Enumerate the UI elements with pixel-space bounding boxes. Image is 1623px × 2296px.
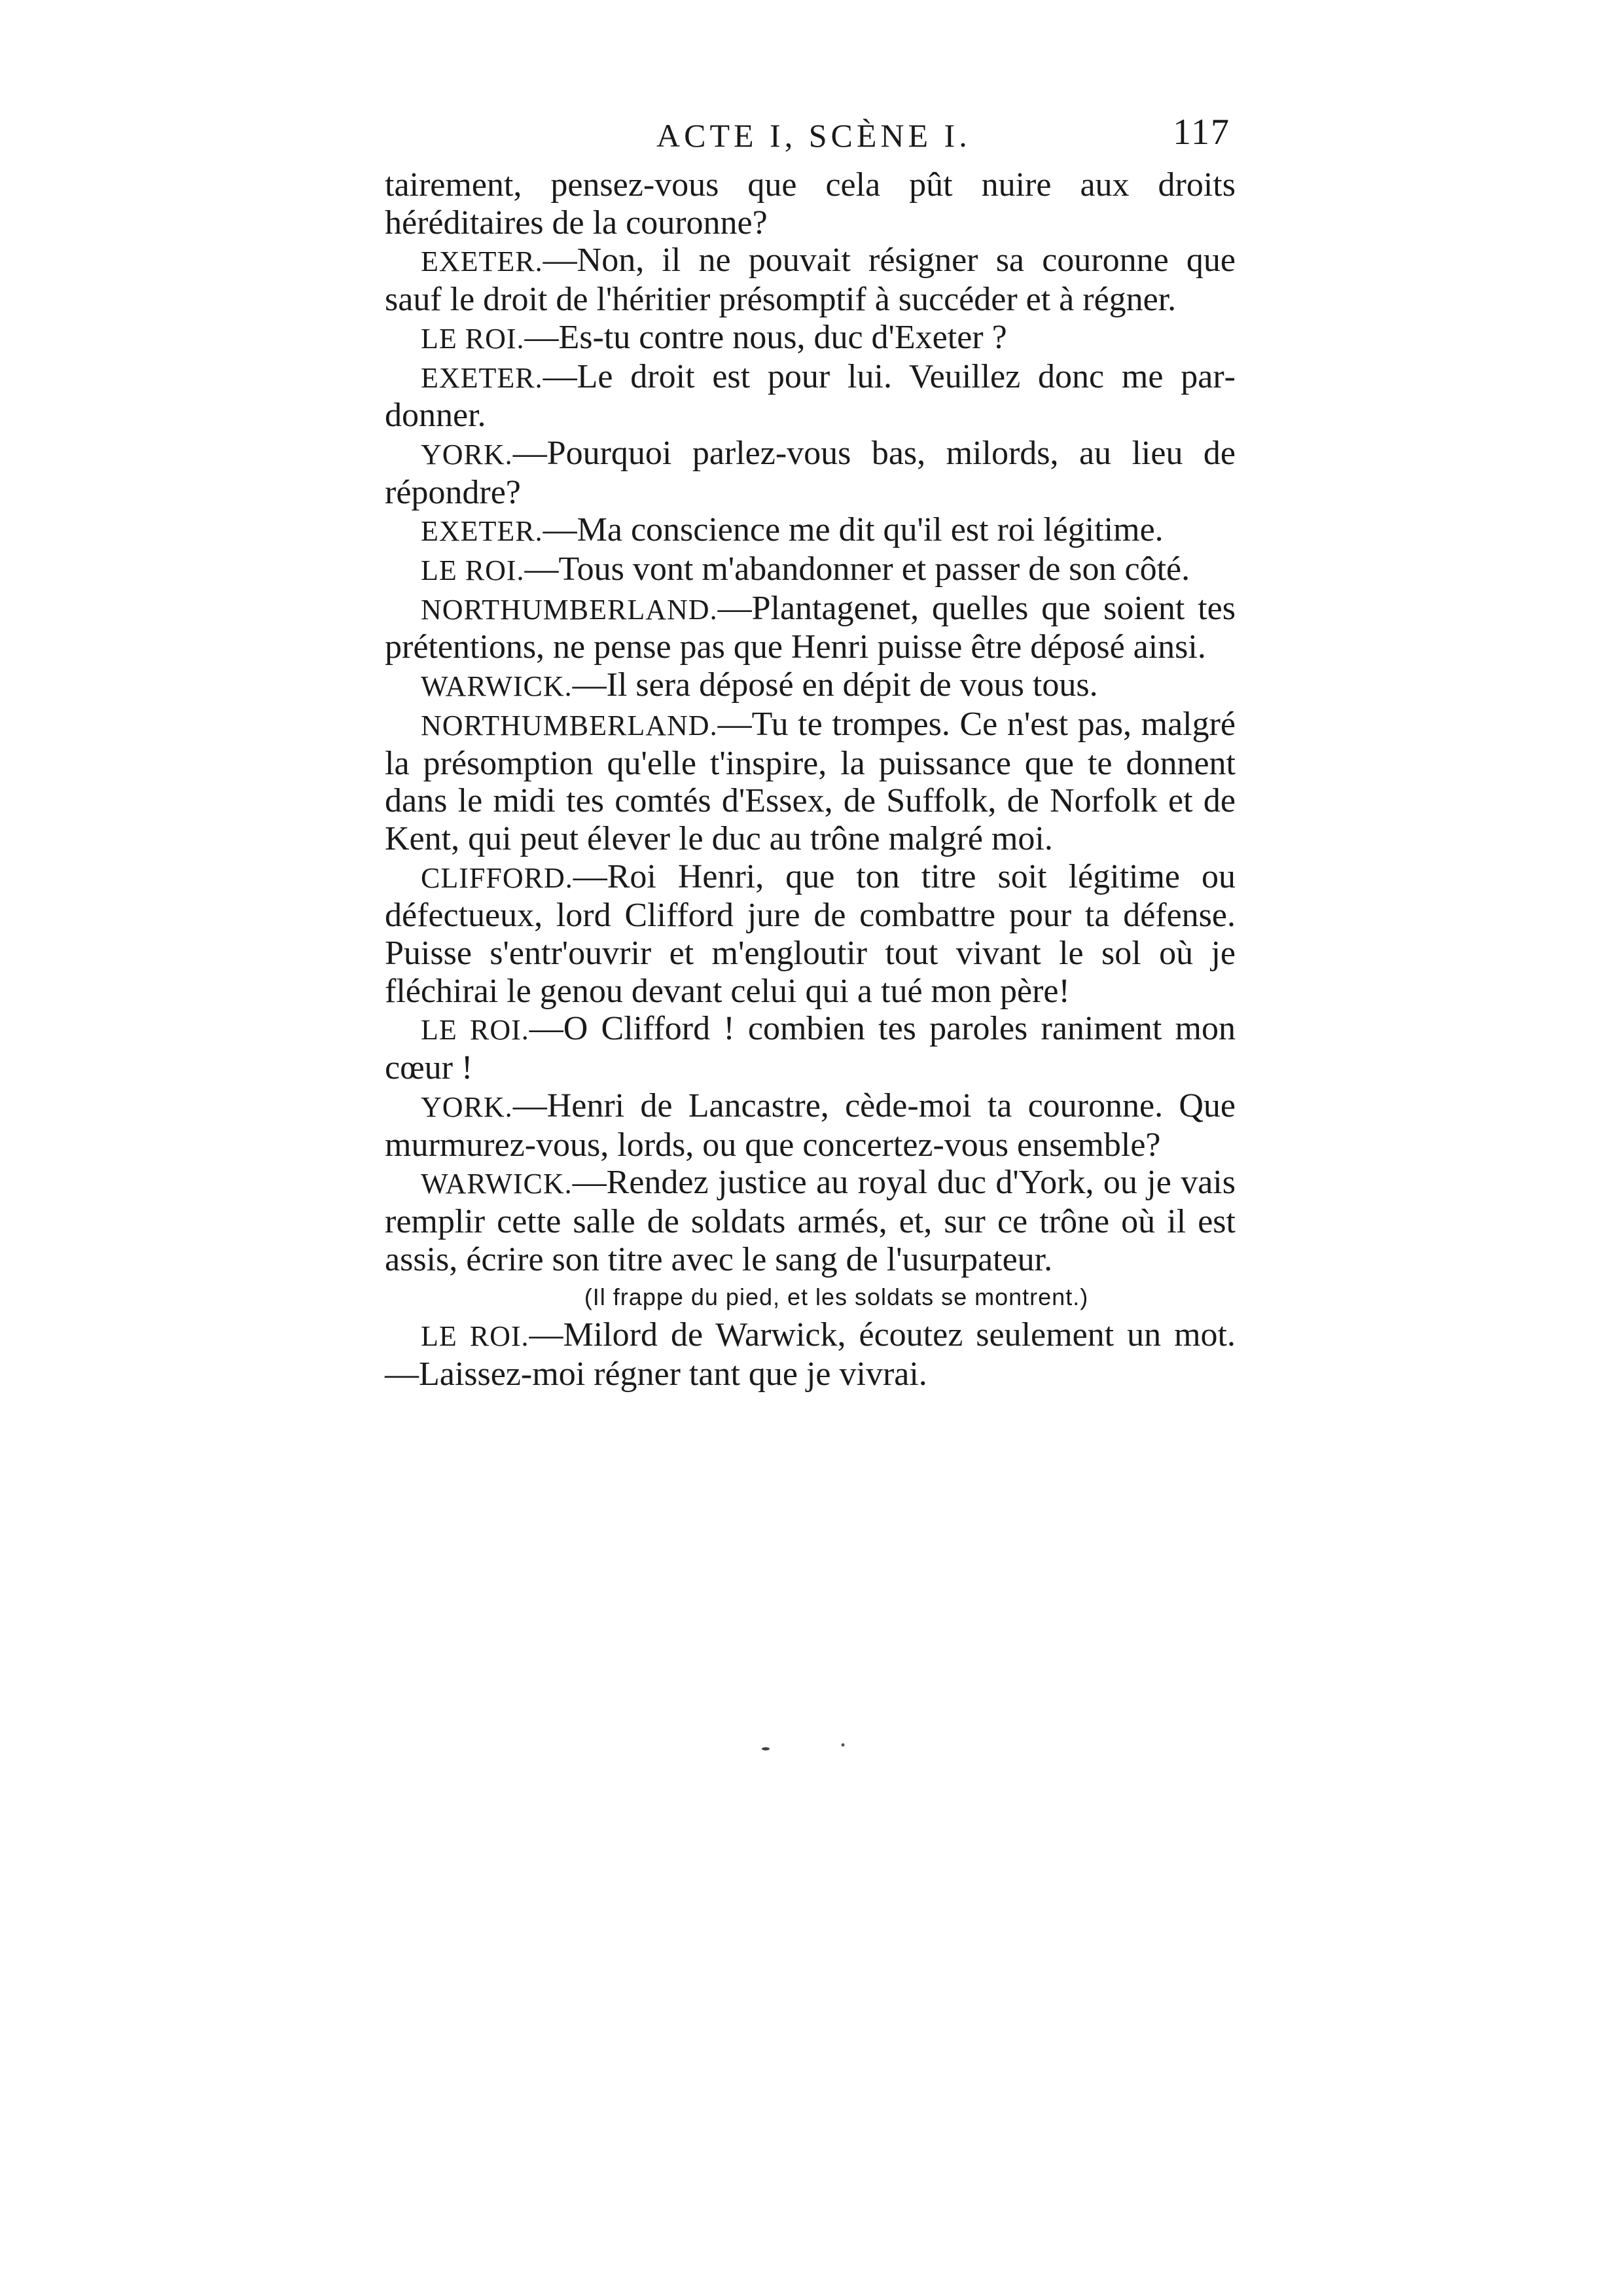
speech-northumberland-2: [385, 706, 1236, 858]
speaker-name: EXETER.: [421, 361, 543, 394]
speech-text: —Rendez justice au royal duc d'York, ou je vais remplir cette salle de soldats armés, et, sur ce trône où il est assis, écrire son titre avec le sang de l'usurpateur.: [385, 1164, 1236, 1278]
speech-text: —O Clifford ! combien tes paroles raniment mon cœur !: [385, 1010, 1236, 1087]
speaker-name: YORK.: [421, 1090, 513, 1123]
speech-exeter-2: [385, 358, 1236, 435]
speech-le-roi-3: [385, 1010, 1236, 1086]
speech-exeter-3: [385, 511, 1236, 550]
print-specks: [759, 1741, 864, 1754]
speech-le-roi-1: [385, 319, 1236, 358]
running-title: ACTE I, SCÈNE I.: [656, 117, 971, 154]
speaker-name: CLIFFORD.: [421, 861, 573, 894]
speaker-name: LE ROI.: [421, 322, 525, 355]
speaker-name: NORTHUMBERLAND.: [421, 709, 718, 742]
speech-text: —Non, il ne pouvait résigner sa couronne que sauf le droit de l'héritier présomptif à succéder et à régner.: [385, 242, 1236, 319]
speech-text: —Henri de Lancastre, cède-moi ta couronne. Que murmurez-vous, lords, ou que concertez-vous ensemble?: [385, 1086, 1236, 1164]
speech-text: —Es-tu contre nous, duc d'Exeter ?: [524, 318, 1007, 356]
speech-clifford-1: [385, 858, 1236, 1011]
speaker-name: YORK.: [421, 438, 513, 471]
speaker-name: EXETER.: [421, 245, 543, 278]
ink-speck: [762, 1748, 770, 1751]
speech-le-roi-2: [385, 550, 1236, 590]
book-page: [385, 111, 1236, 1393]
ink-speck: [842, 1744, 845, 1747]
continuation-paragraph: tairement, pensez-vous que cela pût nuire aux droits héréditaires de la couronne?: [385, 166, 1236, 242]
speech-text: —Pourquoi parlez-vous bas, milords, au lieu de répondre?: [385, 434, 1236, 511]
speaker-name: LE ROI.: [421, 1320, 529, 1353]
running-head: [385, 111, 1236, 166]
speech-le-roi-final: [385, 1316, 1236, 1393]
speech-text: —Le droit est pour lui. Veuillez donc me pardonner.: [385, 357, 1236, 435]
speech-text: —Il sera déposé en dépit de vous tous.: [572, 666, 1098, 704]
stage-direction: (Il frappe du pied, et les soldats se montrent.): [584, 1283, 1089, 1311]
speech-text: —Plantagenet, quelles que soient tes prétentions, ne pense pas que Henri puisse être déposé ainsi.: [385, 589, 1236, 666]
speech-york-2: [385, 1087, 1236, 1164]
play-text: [385, 166, 1236, 1393]
speaker-name: LE ROI.: [421, 1014, 529, 1047]
speech-northumberland-1: [385, 590, 1236, 666]
speech-text: —Roi Henri, que ton titre soit légitime ou défectueux, lord Clifford jure de combattre pour ta défense. Puisse s'entr'ouvrir et m'engloutir tout vivant le sol où je fléchirai le genou devant celui qui a tué mon père!: [385, 857, 1236, 1010]
speech-warwick-1: [385, 666, 1236, 706]
speaker-name: LE ROI.: [421, 554, 525, 587]
speech-text: —Ma conscience me dit qu'il est roi légitime.: [543, 511, 1164, 549]
speech-york-1: [385, 435, 1236, 511]
speaker-name: WARWICK.: [421, 1168, 573, 1200]
speech-text: —Milord de Warwick, écoutez seulement un mot.—Laissez-moi régner tant que je vivrai.: [385, 1316, 1236, 1393]
speaker-name: WARWICK.: [421, 670, 573, 703]
speaker-name: NORTHUMBERLAND.: [421, 593, 718, 626]
speech-exeter-1: [385, 242, 1236, 318]
speaker-name: EXETER.: [421, 515, 543, 548]
speech-warwick-2: [385, 1164, 1236, 1278]
page-number: 117: [1173, 112, 1230, 152]
speech-text: —Tous vont m'abandonner et passer de son côté.: [524, 550, 1190, 588]
speech-text: —Tu te trompes. Ce n'est pas, malgré la présomption qu'elle t'inspire, la puissance que te donnent dans le midi tes comtés d'Essex, de Suffolk, de Norfolk et de Kent, qui peut élever le duc au trône malgré moi.: [385, 705, 1236, 857]
